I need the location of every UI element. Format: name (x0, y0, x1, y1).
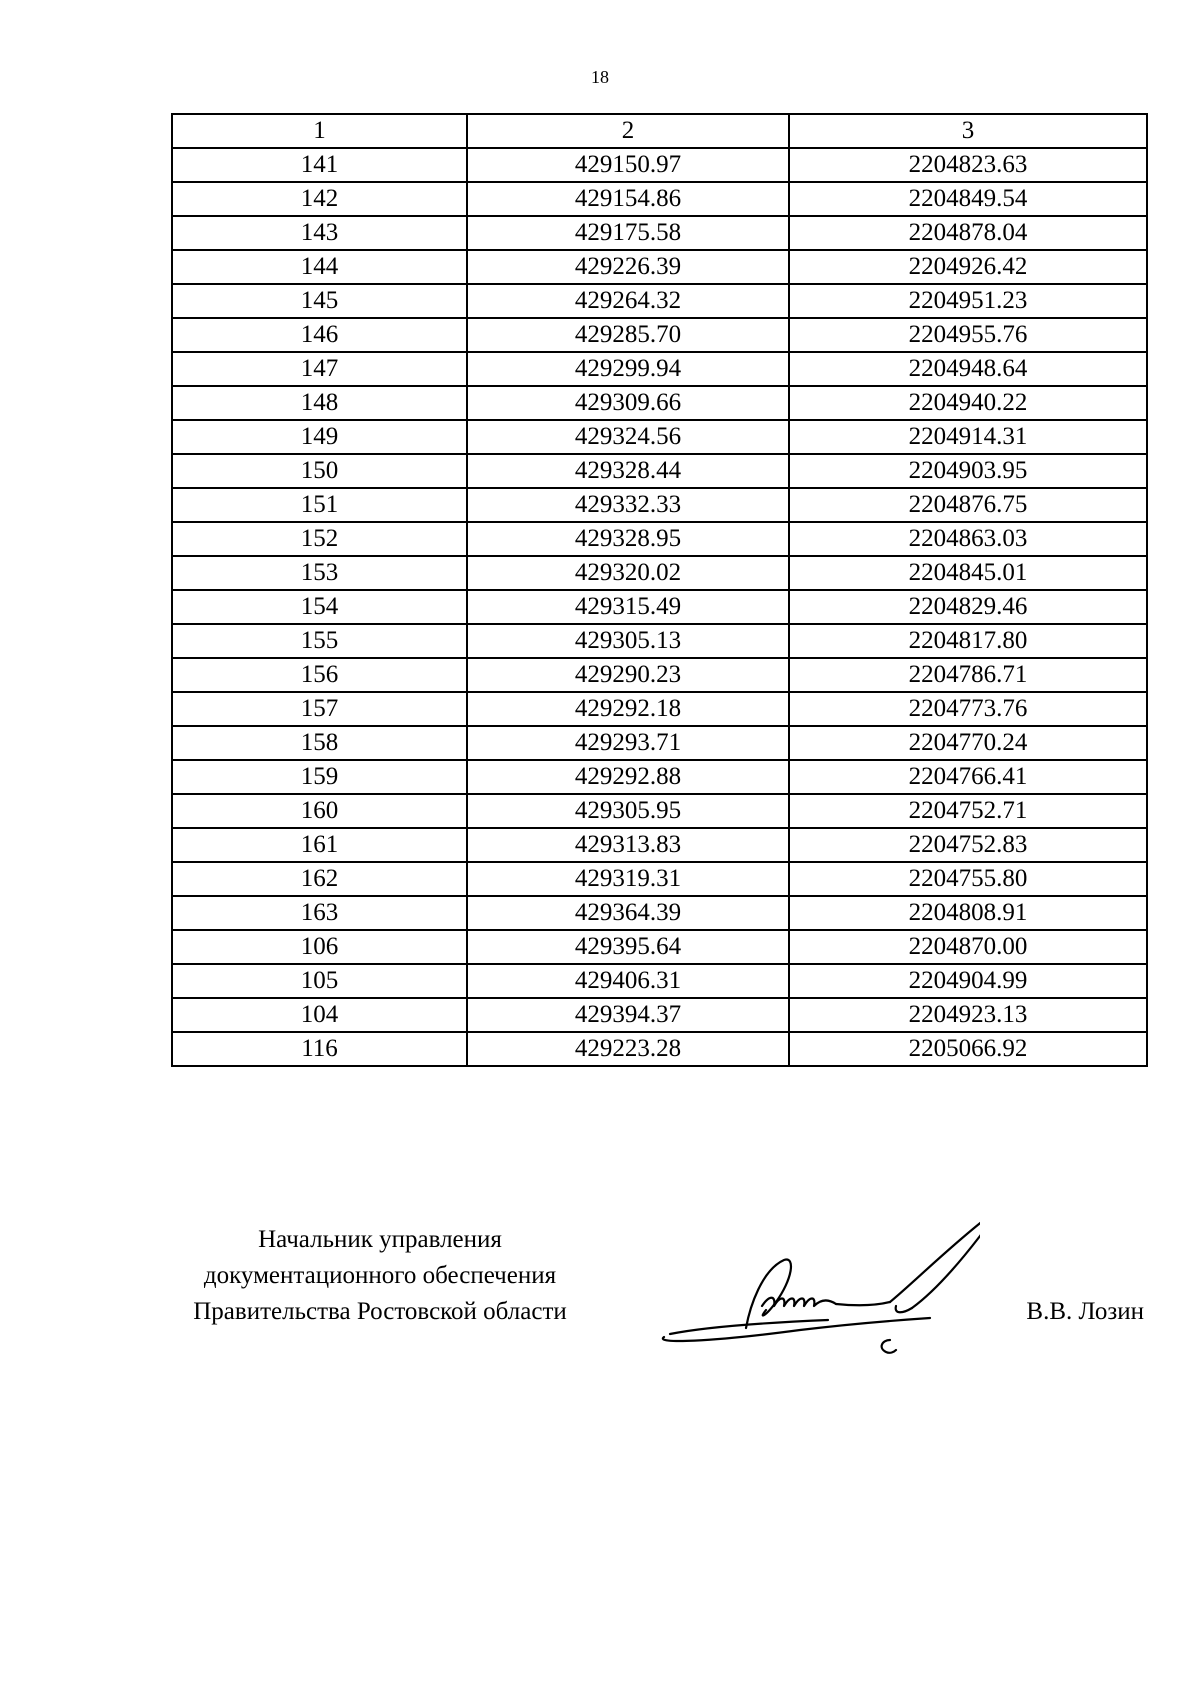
signatory-name: В.В. Лозин (1026, 1298, 1144, 1325)
table-row (172, 998, 1147, 1032)
table-row (172, 828, 1147, 862)
table-row (172, 318, 1147, 352)
signatory-position-line: Начальник управления (258, 1226, 502, 1253)
table-cell: 429154.86 (467, 182, 789, 216)
table-cell: 157 (172, 692, 467, 726)
table-cell: 145 (172, 284, 467, 318)
table-cell: 149 (172, 420, 467, 454)
table-cell: 429305.13 (467, 624, 789, 658)
table-cell: 2204870.00 (789, 930, 1147, 964)
table-cell: 147 (172, 352, 467, 386)
table-cell: 2204823.63 (789, 148, 1147, 182)
table-cell: 2205066.92 (789, 1032, 1147, 1066)
table-row (172, 522, 1147, 556)
table-cell: 2204951.23 (789, 284, 1147, 318)
table-cell: 2204829.46 (789, 590, 1147, 624)
table-cell: 429299.94 (467, 352, 789, 386)
table-row (172, 420, 1147, 454)
table-cell: 2204786.71 (789, 658, 1147, 692)
table-cell: 2204766.41 (789, 760, 1147, 794)
column-header: 1 (172, 114, 467, 148)
table-cell: 151 (172, 488, 467, 522)
table-cell: 105 (172, 964, 467, 998)
table-cell: 155 (172, 624, 467, 658)
table-cell: 429395.64 (467, 930, 789, 964)
table-cell: 429406.31 (467, 964, 789, 998)
table-cell: 429293.71 (467, 726, 789, 760)
table-cell: 2204752.71 (789, 794, 1147, 828)
table-cell: 2204948.64 (789, 352, 1147, 386)
table-cell: 429292.88 (467, 760, 789, 794)
table-row (172, 862, 1147, 896)
table-cell: 429328.95 (467, 522, 789, 556)
table-cell: 2204926.42 (789, 250, 1147, 284)
table-cell: 104 (172, 998, 467, 1032)
table-row (172, 896, 1147, 930)
table-row (172, 1032, 1147, 1066)
table-cell: 163 (172, 896, 467, 930)
table-cell: 152 (172, 522, 467, 556)
table-cell: 429223.28 (467, 1032, 789, 1066)
table-row (172, 148, 1147, 182)
table-cell: 2204863.03 (789, 522, 1147, 556)
table-cell: 2204849.54 (789, 182, 1147, 216)
table-cell: 116 (172, 1032, 467, 1066)
table-cell: 2204878.04 (789, 216, 1147, 250)
table-cell: 429285.70 (467, 318, 789, 352)
table-row (172, 488, 1147, 522)
table-cell: 429320.02 (467, 556, 789, 590)
table-cell: 2204752.83 (789, 828, 1147, 862)
table-cell: 2204876.75 (789, 488, 1147, 522)
table-cell: 2204904.99 (789, 964, 1147, 998)
coordinates-table (171, 113, 1148, 1067)
table-cell: 154 (172, 590, 467, 624)
table-cell: 159 (172, 760, 467, 794)
table-row (172, 726, 1147, 760)
table-row (172, 930, 1147, 964)
table-cell: 2204817.80 (789, 624, 1147, 658)
table-cell: 429319.31 (467, 862, 789, 896)
table-cell: 106 (172, 930, 467, 964)
table-cell: 161 (172, 828, 467, 862)
table-cell: 146 (172, 318, 467, 352)
table-cell: 2204770.24 (789, 726, 1147, 760)
table-cell: 2204923.13 (789, 998, 1147, 1032)
table-row (172, 352, 1147, 386)
table-row (172, 624, 1147, 658)
signatory-position-line: документационного обеспечения (203, 1262, 557, 1289)
signatory-position-line: Правительства Ростовской области (193, 1298, 567, 1325)
table-row (172, 964, 1147, 998)
table-row (172, 658, 1147, 692)
table-row (172, 760, 1147, 794)
table-cell: 150 (172, 454, 467, 488)
table-row (172, 216, 1147, 250)
table-cell: 429150.97 (467, 148, 789, 182)
handwritten-signature-icon (650, 1210, 980, 1358)
table-row (172, 284, 1147, 318)
table-cell: 429313.83 (467, 828, 789, 862)
table-cell: 429364.39 (467, 896, 789, 930)
page-number: 18 (591, 67, 609, 87)
table-row (172, 250, 1147, 284)
table-header-row (172, 114, 1147, 148)
table-cell: 429328.44 (467, 454, 789, 488)
table-cell: 2204755.80 (789, 862, 1147, 896)
table-cell: 142 (172, 182, 467, 216)
table-cell: 429290.23 (467, 658, 789, 692)
table-cell: 2204808.91 (789, 896, 1147, 930)
table-cell: 429394.37 (467, 998, 789, 1032)
column-header: 3 (789, 114, 1147, 148)
table-cell: 2204903.95 (789, 454, 1147, 488)
table-row (172, 182, 1147, 216)
table-cell: 162 (172, 862, 467, 896)
table-cell: 2204914.31 (789, 420, 1147, 454)
table-cell: 429309.66 (467, 386, 789, 420)
column-header: 2 (467, 114, 789, 148)
table-cell: 144 (172, 250, 467, 284)
table-cell: 429324.56 (467, 420, 789, 454)
table-cell: 2204845.01 (789, 556, 1147, 590)
table-cell: 2204955.76 (789, 318, 1147, 352)
table-cell: 429315.49 (467, 590, 789, 624)
table-body (172, 148, 1147, 1066)
table-cell: 429175.58 (467, 216, 789, 250)
table-row (172, 386, 1147, 420)
signature-block (160, 1222, 1160, 1352)
signatory-position (160, 1222, 600, 1330)
table-cell: 429264.32 (467, 284, 789, 318)
table-cell: 429292.18 (467, 692, 789, 726)
table-row (172, 692, 1147, 726)
table-cell: 429226.39 (467, 250, 789, 284)
table-row (172, 556, 1147, 590)
table-cell: 141 (172, 148, 467, 182)
table-cell: 2204940.22 (789, 386, 1147, 420)
table-cell: 156 (172, 658, 467, 692)
table-cell: 158 (172, 726, 467, 760)
table-cell: 153 (172, 556, 467, 590)
table-row (172, 590, 1147, 624)
table-cell: 160 (172, 794, 467, 828)
table-row (172, 794, 1147, 828)
table-cell: 429332.33 (467, 488, 789, 522)
table-cell: 143 (172, 216, 467, 250)
table-cell: 2204773.76 (789, 692, 1147, 726)
table-cell: 148 (172, 386, 467, 420)
table-row (172, 454, 1147, 488)
table-cell: 429305.95 (467, 794, 789, 828)
